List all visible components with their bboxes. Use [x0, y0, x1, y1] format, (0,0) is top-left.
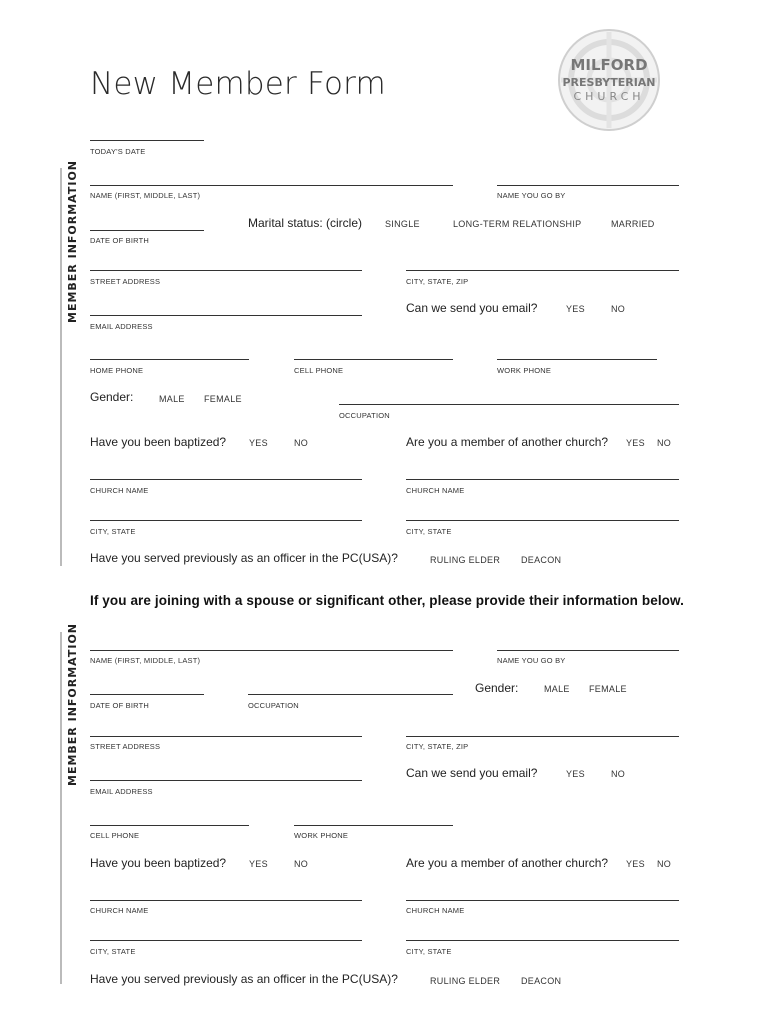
other-church-no[interactable]: NO: [657, 438, 672, 448]
page-title: New Member Form: [90, 66, 386, 102]
officer-question: Have you served previously as an officer in the PC(USA)?: [90, 551, 398, 565]
spouse-baptized-question: Have you been baptized?: [90, 856, 227, 870]
spouse-name-go-by-field[interactable]: [497, 650, 679, 651]
spouse-other-church-yes[interactable]: YES: [626, 859, 645, 869]
spouse-dob-field[interactable]: [90, 694, 204, 695]
option-single[interactable]: SINGLE: [385, 219, 420, 229]
church-logo: [557, 28, 661, 132]
email-label: EMAIL ADDRESS: [90, 322, 153, 331]
gender-female[interactable]: FEMALE: [204, 394, 242, 404]
spouse-officer-ruling-elder[interactable]: RULING ELDER: [430, 976, 501, 986]
spouse-city-state-zip-field[interactable]: [406, 736, 679, 737]
dob-label: DATE OF BIRTH: [90, 236, 149, 245]
spouse-name-field[interactable]: [90, 650, 453, 651]
spouse-cell-phone-label: CELL PHONE: [90, 831, 140, 840]
officer-deacon[interactable]: DEACON: [521, 555, 562, 565]
todays-date-field[interactable]: [90, 140, 204, 141]
gender-question: Gender:: [90, 390, 134, 404]
spouse-name-label: NAME (FIRST, MIDDLE, LAST): [90, 656, 201, 665]
spouse-street-label: STREET ADDRESS: [90, 742, 161, 751]
home-phone-field[interactable]: [90, 359, 249, 360]
spouse-name-go-by-label: NAME YOU GO BY: [497, 656, 566, 665]
spouse-church-city-label: CITY, STATE: [90, 947, 136, 956]
email-question: Can we send you email?: [406, 301, 538, 315]
spouse-city-state-zip-label: CITY, STATE, ZIP: [406, 742, 469, 751]
work-phone-label: WORK PHONE: [497, 366, 552, 375]
spouse-email-yes[interactable]: YES: [566, 769, 585, 779]
work-phone-field[interactable]: [497, 359, 657, 360]
email-no[interactable]: NO: [611, 304, 626, 314]
city-state-zip-field[interactable]: [406, 270, 679, 271]
spouse-work-phone-label: WORK PHONE: [294, 831, 349, 840]
baptized-question: Have you been baptized?: [90, 435, 227, 449]
street-label: STREET ADDRESS: [90, 277, 161, 286]
spouse-other-church-question: Are you a member of another church?: [406, 856, 609, 870]
spouse-email-question: Can we send you email?: [406, 766, 538, 780]
name-label: NAME (FIRST, MIDDLE, LAST): [90, 191, 201, 200]
spouse-other-church-city-label: CITY, STATE: [406, 947, 452, 956]
section-divider: [60, 168, 62, 566]
gender-male[interactable]: MALE: [159, 394, 185, 404]
other-church-name-field[interactable]: [406, 479, 679, 480]
spouse-dob-label: DATE OF BIRTH: [90, 701, 149, 710]
spouse-street-field[interactable]: [90, 736, 362, 737]
spouse-officer-deacon[interactable]: DEACON: [521, 976, 562, 986]
email-yes[interactable]: YES: [566, 304, 585, 314]
spouse-church-city-field[interactable]: [90, 940, 362, 941]
spouse-other-church-city-field[interactable]: [406, 940, 679, 941]
baptized-no[interactable]: NO: [294, 438, 309, 448]
option-long-term[interactable]: LONG-TERM RELATIONSHIP: [453, 219, 582, 229]
spouse-section-divider: [60, 632, 62, 984]
baptized-yes[interactable]: YES: [249, 438, 268, 448]
other-church-city-label: CITY, STATE: [406, 527, 452, 536]
spouse-work-phone-field[interactable]: [294, 825, 453, 826]
spouse-email-field[interactable]: [90, 780, 362, 781]
other-church-yes[interactable]: YES: [626, 438, 645, 448]
spouse-occupation-field[interactable]: [248, 694, 453, 695]
church-name-label: CHURCH NAME: [90, 486, 149, 495]
spouse-occupation-label: OCCUPATION: [248, 701, 299, 710]
church-name-field[interactable]: [90, 479, 362, 480]
email-field[interactable]: [90, 315, 362, 316]
logo-line2: PRESBYTERIAN: [562, 76, 656, 89]
other-church-city-field[interactable]: [406, 520, 679, 521]
logo-line3: CHURCH: [573, 90, 645, 103]
name-go-by-label: NAME YOU GO BY: [497, 191, 566, 200]
spouse-email-label: EMAIL ADDRESS: [90, 787, 153, 796]
occupation-field[interactable]: [339, 404, 679, 405]
home-phone-label: HOME PHONE: [90, 366, 144, 375]
officer-ruling-elder[interactable]: RULING ELDER: [430, 555, 501, 565]
spouse-officer-question: Have you served previously as an officer in the PC(USA)?: [90, 972, 398, 986]
todays-date-label: TODAY'S DATE: [90, 147, 146, 156]
spouse-heading: If you are joining with a spouse or significant other, please provide their information below.: [90, 593, 684, 608]
spouse-church-name-label: CHURCH NAME: [90, 906, 149, 915]
name-field[interactable]: [90, 185, 453, 186]
option-married[interactable]: MARRIED: [611, 219, 655, 229]
spouse-section-label: MEMBER INFORMATION: [66, 623, 79, 786]
spouse-baptized-no[interactable]: NO: [294, 859, 309, 869]
spouse-gender-question: Gender:: [475, 681, 519, 695]
cell-phone-label: CELL PHONE: [294, 366, 344, 375]
spouse-church-name-field[interactable]: [90, 900, 362, 901]
other-church-name-label: CHURCH NAME: [406, 486, 465, 495]
cell-phone-field[interactable]: [294, 359, 453, 360]
spouse-other-church-name-label: CHURCH NAME: [406, 906, 465, 915]
spouse-other-church-no[interactable]: NO: [657, 859, 672, 869]
street-field[interactable]: [90, 270, 362, 271]
marital-question: Marital status: (circle): [248, 216, 363, 230]
other-church-question: Are you a member of another church?: [406, 435, 609, 449]
name-go-by-field[interactable]: [497, 185, 679, 186]
dob-field[interactable]: [90, 230, 204, 231]
spouse-email-no[interactable]: NO: [611, 769, 626, 779]
spouse-cell-phone-field[interactable]: [90, 825, 249, 826]
spouse-baptized-yes[interactable]: YES: [249, 859, 268, 869]
logo-line1: MILFORD: [570, 56, 648, 74]
church-city-label: CITY, STATE: [90, 527, 136, 536]
spouse-gender-female[interactable]: FEMALE: [589, 684, 627, 694]
city-state-zip-label: CITY, STATE, ZIP: [406, 277, 469, 286]
church-city-field[interactable]: [90, 520, 362, 521]
section-label: MEMBER INFORMATION: [66, 160, 79, 323]
spouse-other-church-name-field[interactable]: [406, 900, 679, 901]
occupation-label: OCCUPATION: [339, 411, 390, 420]
spouse-gender-male[interactable]: MALE: [544, 684, 570, 694]
